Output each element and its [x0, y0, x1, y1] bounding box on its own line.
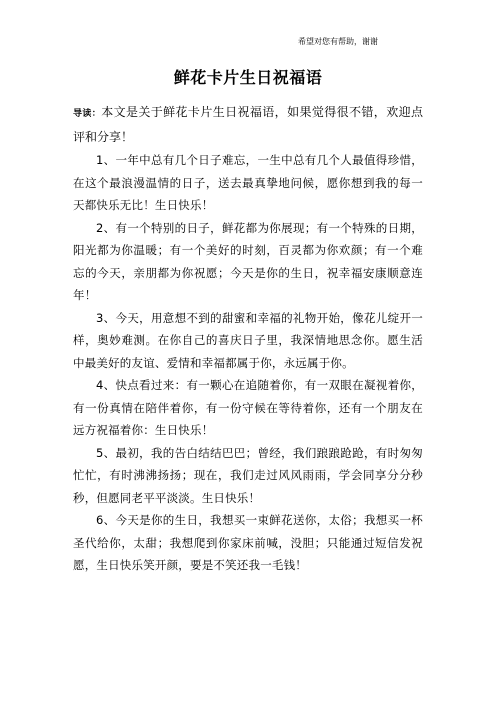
intro-text: 本文是关于鲜花卡片生日祝福语，如果觉得很不错，欢迎点评和分享！	[73, 105, 423, 144]
paragraph-5: 5、最初，我的告白结结巴巴；曾经，我们踉踉跄跄，有时匆匆忙忙，有时沸沸扬扬；现在，我们走过风风雨雨，学会同享分分秒秒，但愿同老平平淡淡。生日快乐！	[73, 445, 423, 505]
paragraph-6: 6、今天是你的生日，我想买一束鲜花送你，太俗；我想买一杯圣代给你，太甜；我想爬到你家床前喊，没胆；只能通过短信发祝愿，生日快乐笑开颜，要是不笑还我一毛钱！	[73, 513, 423, 572]
document-body	[73, 101, 423, 577]
paragraph-4: 4、快点看过来：有一颗心在追随着你，有一双眼在凝视着你，有一份真情在陪伴着你，有一份守候在等待着你，还有一个朋友在远方祝福着你：生日快乐！	[73, 378, 423, 437]
intro-paragraph	[73, 101, 423, 148]
paragraph-1: 1、一年中总有几个日子难忘，一生中总有几个人最值得珍惜，在这个最浪漫温情的日子，送去最真挚地问候，愿你想到我的每一天都快乐无比！生日快乐！	[73, 153, 423, 212]
header-note: 希望对您有帮助，谢谢	[298, 37, 378, 46]
document-title: 鲜花卡片生日祝福语	[173, 68, 323, 87]
paragraph-2: 2、有一个特别的日子，鲜花都为你展现；有一个特殊的日期，阳光都为你温暖；有一个美好的时刻，百灵都为你欢颜；有一个难忘的今天，亲朋都为你祝愿；今天是你的生日，祝幸福安康顺意连年！	[73, 220, 423, 302]
paragraph-3: 3、今天，用意想不到的甜蜜和幸福的礼物开始，像花儿绽开一样，奥妙难测。在你自己的喜庆日子里，我深情地思念你。愿生活中最美好的友谊、爱情和幸福都属于你，永远属于你。	[73, 310, 423, 370]
intro-label: 导读：	[73, 109, 102, 119]
